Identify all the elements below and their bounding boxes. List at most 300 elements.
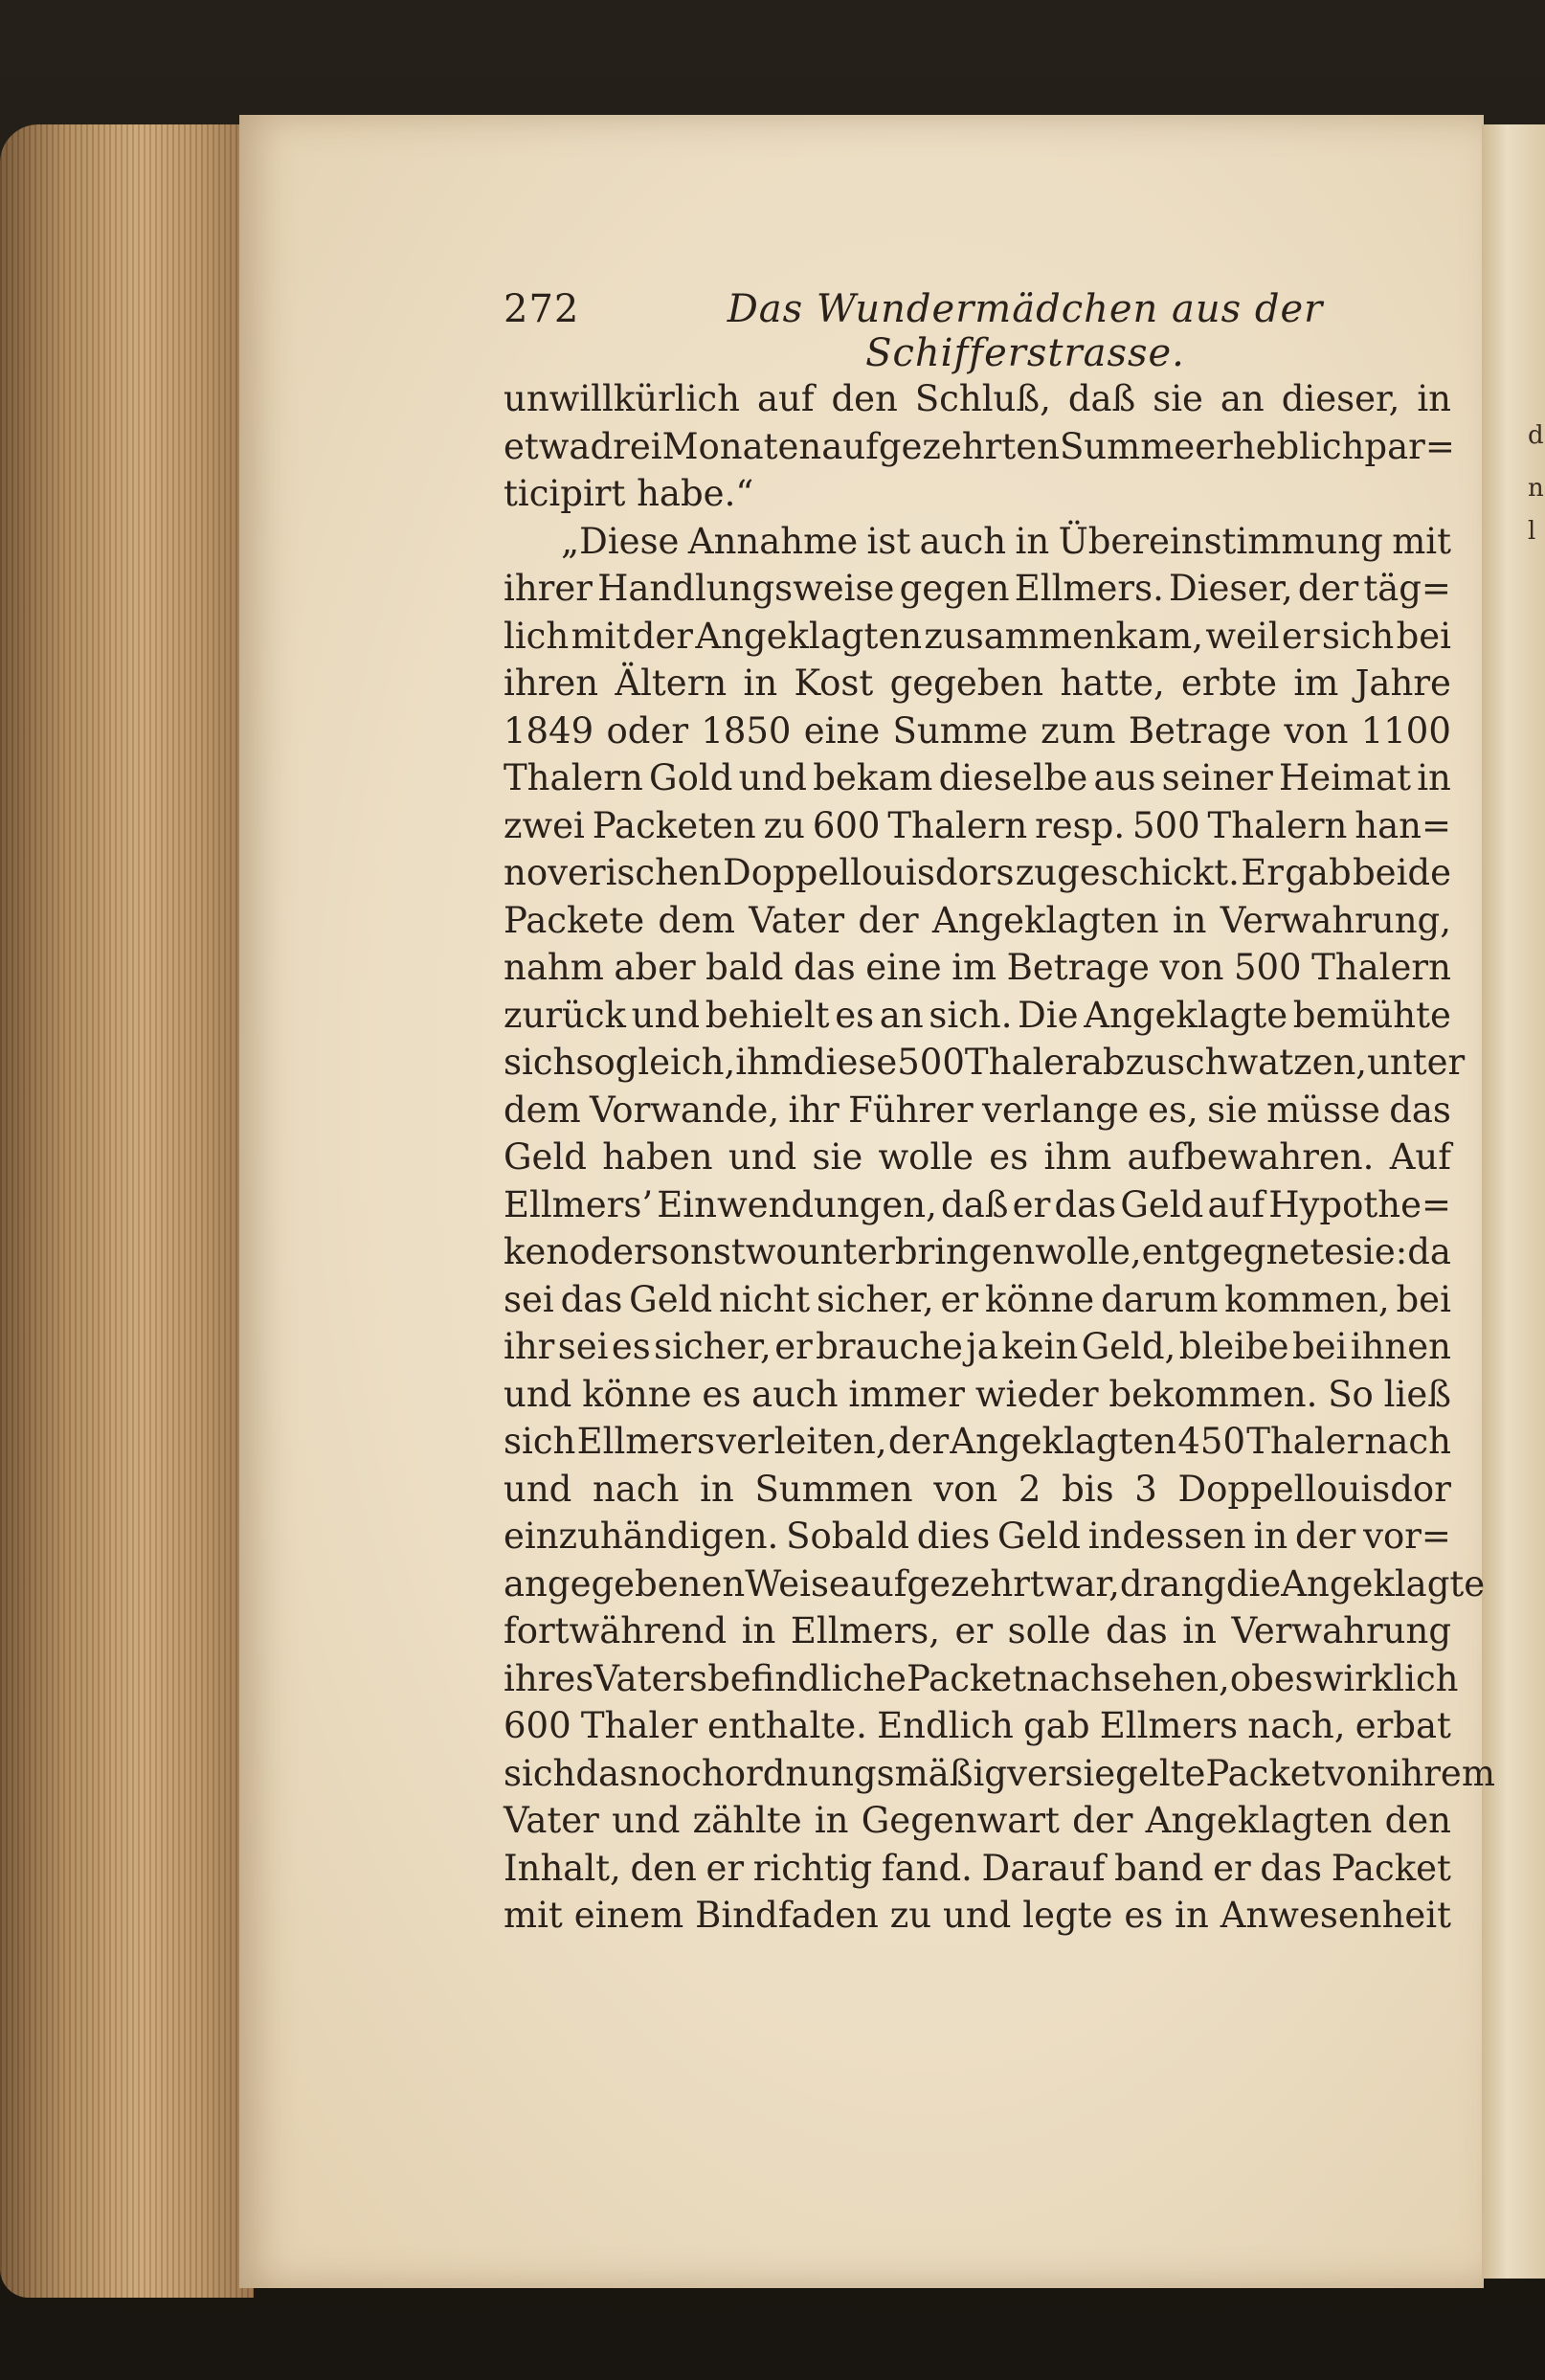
word: Gold [649, 757, 733, 798]
word: Übereinstimmung [1058, 520, 1383, 562]
text-line [504, 375, 1451, 423]
word: wolle, [1035, 1231, 1142, 1272]
word: noch [638, 1752, 725, 1794]
word: nicht [719, 1278, 811, 1320]
word: in [814, 1800, 849, 1841]
word: Geld [1120, 1183, 1204, 1225]
word: erbte [1181, 662, 1278, 704]
word: Darauf [981, 1847, 1106, 1889]
word: Geld [504, 1136, 587, 1178]
word: ihm [1043, 1136, 1112, 1178]
word: oder [569, 1231, 651, 1272]
word: verleiten, [716, 1421, 887, 1462]
word: ken [504, 1231, 570, 1272]
word: Sobald [786, 1516, 909, 1557]
word: und [504, 1373, 572, 1415]
word: eine [865, 947, 942, 988]
word: Auf [1389, 1136, 1451, 1178]
text-line [504, 470, 1451, 518]
word: es, [1148, 1089, 1198, 1131]
word: in [1417, 378, 1451, 419]
word: und [504, 1468, 572, 1510]
body-text [504, 375, 1495, 1940]
word: ihm [735, 1042, 803, 1083]
word: in [1253, 1516, 1288, 1557]
word: Handlungsweise [597, 568, 895, 609]
word: von [1159, 947, 1224, 988]
word: in [1417, 757, 1451, 798]
text-line [504, 660, 1451, 707]
word: im [1293, 662, 1339, 704]
word: band [1114, 1847, 1204, 1889]
word: Gegenwart [861, 1800, 1060, 1841]
word: angegebenen [504, 1562, 746, 1605]
page-header [504, 287, 1451, 375]
word: erbat [1355, 1705, 1451, 1746]
word: verlange [982, 1089, 1139, 1131]
word: müsse [1266, 1089, 1380, 1131]
word: par= [1364, 425, 1455, 467]
word: es [702, 1373, 742, 1415]
word: habe.“ [637, 473, 754, 514]
text-line [504, 1797, 1451, 1845]
word: sie [1207, 1089, 1258, 1131]
word: ob [1229, 1657, 1274, 1699]
word: in [1015, 520, 1050, 562]
word: das [1106, 1610, 1168, 1651]
word: er [1281, 615, 1320, 657]
word: ja [966, 1326, 998, 1367]
word: han= [1355, 804, 1451, 846]
word: ihrem [1389, 1752, 1495, 1794]
word: Ellmers. [1014, 568, 1164, 609]
word: Angeklagten [950, 1421, 1177, 1462]
word: fand. [881, 1847, 973, 1889]
word: es [1273, 1657, 1313, 1699]
word: drei [590, 425, 662, 467]
word: der [1294, 1516, 1356, 1557]
word: es [1124, 1895, 1164, 1936]
word: zum [1041, 709, 1116, 752]
word: er [954, 1610, 994, 1651]
word: in [700, 1468, 734, 1510]
word: 450 [1177, 1421, 1246, 1462]
word: „Diese [561, 520, 680, 562]
word: etwa [504, 425, 591, 467]
word: Er [1241, 852, 1284, 893]
text-line [504, 1228, 1451, 1276]
word: sich. [929, 994, 1013, 1036]
text-line [504, 518, 1451, 566]
word: von [1284, 709, 1349, 752]
word: der [887, 1421, 950, 1462]
word: Monaten [661, 425, 822, 467]
word: Vater [504, 1800, 599, 1841]
text-line [504, 565, 1451, 613]
word: bekam [813, 757, 933, 798]
word: Annahme [687, 520, 859, 562]
word: dem [504, 1089, 581, 1131]
word: Packete [504, 899, 645, 941]
word: sich [504, 1752, 576, 1794]
text-line [504, 1655, 1459, 1703]
text-line [504, 754, 1451, 802]
running-title: Das Wundermädchen aus der Schifferstrasse. [727, 287, 1324, 375]
word: bei [1396, 1278, 1451, 1320]
word: 3 [1134, 1468, 1157, 1510]
word: einzuhändigen. [504, 1516, 779, 1557]
word: Anwesenheit [1220, 1895, 1451, 1936]
word: So [1328, 1373, 1374, 1415]
word: 600 [812, 804, 881, 846]
word: aber [614, 947, 696, 988]
facing-page-letter: d [1528, 421, 1544, 450]
word: täg= [1363, 568, 1451, 609]
word: den [1384, 1800, 1451, 1841]
word: beide [1352, 852, 1451, 893]
word: bekommen. [1108, 1373, 1318, 1415]
word: wolle [878, 1136, 974, 1178]
word: versiegelte [1006, 1752, 1206, 1794]
word: aufbewahren. [1127, 1136, 1375, 1178]
word: und [738, 757, 807, 798]
word: er [774, 1326, 813, 1367]
text-line [504, 1181, 1451, 1229]
word: befindliche [707, 1657, 907, 1699]
word: Ellmers, [790, 1610, 941, 1651]
text-line [504, 1323, 1451, 1371]
word: 2 [1018, 1468, 1041, 1510]
word: 1849 [504, 709, 594, 752]
word: in [1182, 1610, 1217, 1651]
word: Doppellouisdor [1177, 1468, 1451, 1510]
word: der [632, 615, 693, 657]
word: sei [504, 1278, 554, 1320]
word: oder [606, 709, 689, 752]
word: Bindfaden [695, 1895, 879, 1936]
word: sich [504, 1421, 576, 1462]
word: das [1389, 1089, 1451, 1131]
word: Doppellouisdors [723, 852, 1015, 893]
word: das [560, 1278, 623, 1320]
word: war, [1043, 1562, 1120, 1605]
word: Angeklagte [1084, 994, 1288, 1036]
word: ihr [504, 1326, 555, 1367]
word: erheblich [1195, 425, 1365, 467]
word: Vater [749, 899, 845, 941]
word: seiner [1161, 757, 1273, 798]
text-line [504, 1607, 1451, 1655]
word: Packet [1331, 1847, 1451, 1889]
word: und [728, 1136, 797, 1178]
word: und [943, 1895, 1012, 1936]
word: es [611, 1326, 651, 1367]
word: zugeschickt. [1015, 852, 1240, 893]
text-line [504, 802, 1451, 850]
text-line [504, 1845, 1451, 1893]
word: ihnen [1350, 1326, 1451, 1367]
word: unter [1367, 1042, 1466, 1083]
word: nahm [504, 947, 604, 988]
word: auch [919, 520, 1007, 562]
word: hatte, [1060, 662, 1165, 704]
word: der [858, 899, 919, 941]
word: Angeklagten [931, 899, 1159, 941]
word: Summe [892, 709, 1028, 752]
word: 500 [1132, 804, 1200, 846]
text-line [504, 707, 1451, 755]
word: Packeten [592, 804, 756, 846]
word: Betrage [1006, 947, 1150, 988]
word: Die [1018, 994, 1079, 1036]
word: Dieser, [1169, 568, 1293, 609]
word: Thalern [504, 757, 643, 798]
word: er [1213, 1847, 1251, 1889]
word: den [831, 378, 898, 419]
word: auf [1207, 1183, 1265, 1225]
word: Summen [754, 1468, 913, 1510]
word: abzuschwatzen, [1081, 1042, 1368, 1083]
word: diese [802, 1042, 898, 1083]
word: Ellmers’ [504, 1183, 654, 1225]
word: von [1325, 1752, 1390, 1794]
word: sicher, [654, 1326, 772, 1367]
word: wirklich [1312, 1657, 1459, 1699]
word: behielt [705, 994, 830, 1036]
word: kommen, [1224, 1278, 1390, 1320]
text-line [504, 1892, 1451, 1940]
text-line [504, 423, 1455, 471]
word: bei [1291, 1326, 1348, 1367]
text-line [504, 1087, 1451, 1134]
word: in [1175, 1895, 1209, 1936]
word: solle [1007, 1610, 1091, 1651]
word: das [1260, 1847, 1323, 1889]
word: könne [582, 1373, 692, 1415]
word: resp. [1035, 804, 1126, 846]
text-line [504, 1560, 1486, 1608]
word: brauche [816, 1326, 963, 1367]
word: nach [1364, 1421, 1451, 1462]
word: auch [751, 1373, 839, 1415]
word: legte [1022, 1895, 1113, 1936]
word: bemühte [1292, 994, 1451, 1036]
word: er [705, 1847, 745, 1889]
word: entgegnete [1141, 1231, 1345, 1272]
word: Angeklagten [1145, 1800, 1373, 1841]
word: Heimat [1278, 757, 1411, 798]
word: sicher, [816, 1278, 934, 1320]
word: Betrage [1128, 709, 1272, 752]
word: gegen [899, 568, 1010, 609]
word: ließ [1383, 1373, 1451, 1415]
word: zu [763, 804, 805, 846]
word: ihres [504, 1657, 594, 1699]
word: Thaler [580, 1705, 698, 1746]
word: haben [602, 1136, 713, 1178]
word: ist [866, 520, 911, 562]
word: Thaler [964, 1042, 1082, 1083]
word: gegeben [889, 662, 1044, 704]
word: es [989, 1136, 1029, 1178]
word: sich [1321, 615, 1395, 657]
word: in [1172, 899, 1207, 941]
word: gab [1285, 852, 1352, 893]
word: sich [504, 1042, 576, 1083]
word: Angeklagten [695, 615, 923, 657]
word: ticipirt [504, 473, 638, 514]
word: nach, [1247, 1705, 1346, 1746]
word: aus [1093, 757, 1156, 798]
word: Ältern [615, 662, 728, 704]
text-line [504, 1039, 1466, 1087]
word: Ellmers [576, 1421, 715, 1462]
word: fortwährend [504, 1610, 728, 1651]
word: ihrer [504, 568, 593, 609]
word: wo [745, 1231, 797, 1272]
word: im [952, 947, 997, 988]
word: Angeklagte [1281, 1562, 1486, 1605]
word: noverischen [504, 852, 722, 893]
word: auf [756, 378, 815, 419]
word: drang [1119, 1562, 1226, 1605]
word: sei [557, 1326, 609, 1367]
word: bis [1062, 1468, 1114, 1510]
text-line [504, 1276, 1451, 1324]
word: zwei [504, 804, 585, 846]
word: das [793, 947, 856, 988]
word: bleibe [1178, 1326, 1289, 1367]
word: Führer [848, 1089, 974, 1131]
word: dies [916, 1516, 991, 1557]
text-line [504, 1702, 1451, 1750]
word: das [1054, 1183, 1117, 1225]
word: er [940, 1278, 979, 1320]
word: ihren [504, 662, 599, 704]
word: unterbringen [796, 1231, 1036, 1272]
word: richtig [752, 1847, 873, 1889]
word: aufgezehrt [849, 1562, 1044, 1605]
page-edges [0, 124, 254, 2298]
word: Weise [745, 1562, 850, 1605]
word: sie [812, 1136, 863, 1178]
word: ordnungsmäßig [724, 1752, 1007, 1794]
word: daß [1067, 378, 1136, 419]
word: in [743, 662, 778, 704]
word: und [612, 1800, 681, 1841]
word: den [630, 1847, 697, 1889]
word: aufgezehrten [821, 425, 1060, 467]
word: Thaler [1246, 1421, 1364, 1462]
word: bald [705, 947, 784, 988]
word: könne [984, 1278, 1095, 1320]
word: sie [1153, 378, 1203, 419]
word: 500 [1233, 947, 1302, 988]
text-line [504, 897, 1451, 945]
page-number: 272 [504, 287, 580, 331]
word: Endlich [877, 1705, 1014, 1746]
word: Thalern [1311, 947, 1451, 988]
facing-page-letter: l [1528, 517, 1536, 546]
word: Geld [629, 1278, 713, 1320]
word: mit [571, 615, 631, 657]
word: 500 [897, 1042, 965, 1083]
text-line [504, 1134, 1451, 1181]
word: es [835, 994, 875, 1036]
word: das [575, 1752, 638, 1794]
word: mit [504, 1895, 563, 1936]
word: 600 [504, 1705, 571, 1746]
word: enthalte. [707, 1705, 867, 1746]
word: sie: [1345, 1231, 1408, 1272]
word: daß [941, 1183, 1009, 1225]
word: 1100 [1360, 709, 1451, 752]
word: zu [889, 1895, 932, 1936]
word: zusammenkam, [924, 615, 1203, 657]
word: zählte [692, 1800, 802, 1841]
word: weil [1205, 615, 1280, 657]
word: er [1012, 1183, 1051, 1225]
word: zurück [504, 994, 626, 1036]
word: wieder [974, 1373, 1099, 1415]
text-line [504, 1750, 1495, 1798]
word: Packet [906, 1657, 1027, 1699]
word: indessen [1087, 1516, 1246, 1557]
word: Einwendungen, [657, 1183, 937, 1225]
text-line [504, 849, 1451, 897]
word: dieser, [1281, 378, 1400, 419]
word: Summe [1059, 425, 1196, 467]
word: die [1225, 1562, 1282, 1605]
word: dem [658, 899, 736, 941]
word: Ellmers [1099, 1705, 1239, 1746]
word: Verwahrung, [1220, 899, 1451, 941]
text-line [504, 1418, 1451, 1466]
word: Kost [794, 662, 874, 704]
word: Thalern [887, 804, 1028, 846]
word: immer [848, 1373, 965, 1415]
word: nachsehen, [1026, 1657, 1230, 1699]
word: an [879, 994, 924, 1036]
word: da [1407, 1231, 1451, 1272]
text-line [504, 1466, 1451, 1514]
word: der [1297, 568, 1359, 609]
word: Jahre [1355, 662, 1451, 704]
word: Vorwande, [589, 1089, 780, 1131]
word: mit [1392, 520, 1451, 562]
word: und [631, 994, 701, 1036]
text-line [504, 992, 1451, 1040]
word: darum [1101, 1278, 1219, 1320]
word: an [1220, 378, 1265, 419]
word: ihr [788, 1089, 840, 1131]
word: eine [803, 709, 881, 752]
word: Inhalt, [504, 1847, 621, 1889]
word: Schluß, [914, 378, 1051, 419]
word: der [1072, 1800, 1133, 1841]
word: vor= [1363, 1516, 1451, 1557]
word: gab [1023, 1705, 1090, 1746]
word: bei [1396, 615, 1451, 657]
text-line [504, 613, 1451, 661]
facing-page-letter: n [1528, 474, 1544, 503]
word: Thalern [1207, 804, 1348, 846]
word: in [741, 1610, 776, 1651]
word: unwillkürlich [504, 378, 740, 419]
text-line [504, 944, 1451, 992]
page-text [504, 287, 1495, 1940]
word: Geld, [1081, 1326, 1176, 1367]
